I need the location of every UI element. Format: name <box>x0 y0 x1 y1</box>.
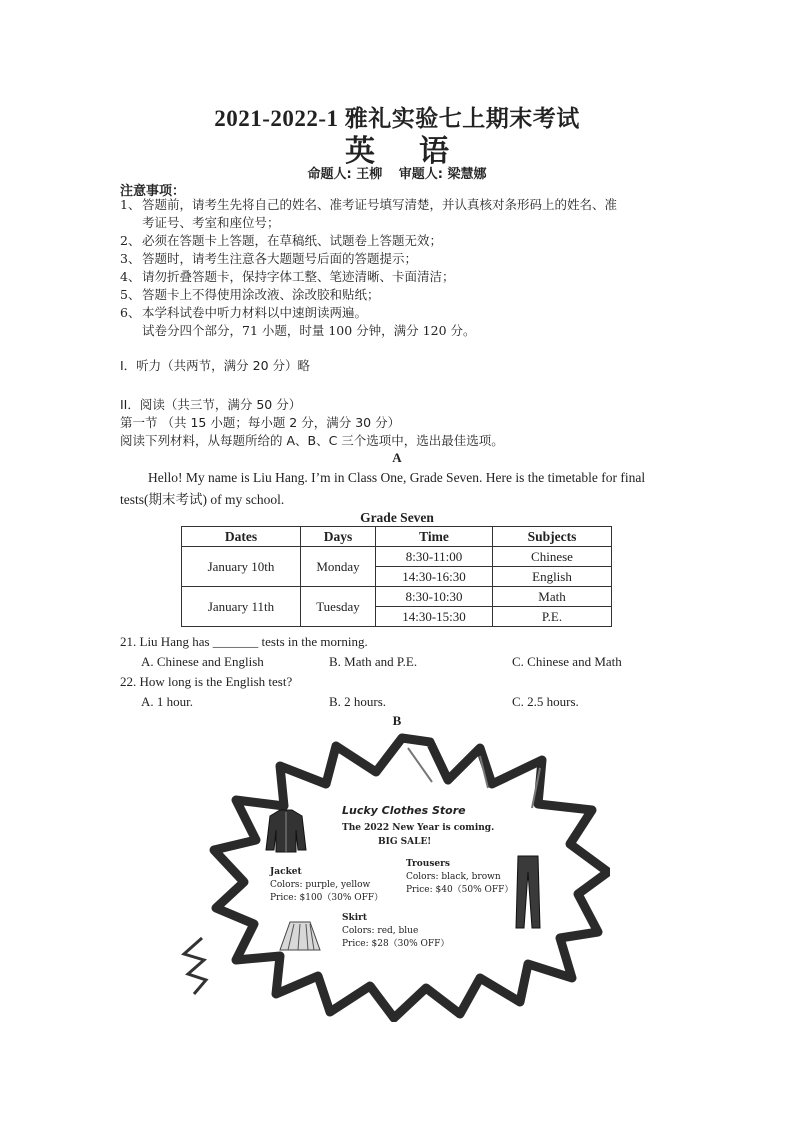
reading-instruction: 阅读下列材料，从每题所给的 A、B、C 三个选项中，选出最佳选项。 <box>120 433 504 448</box>
question-22-option-a: A. 1 hour. <box>141 694 193 709</box>
subject-char-1: 英 <box>345 135 375 168</box>
timetable-header-row <box>182 527 612 547</box>
sale-headline-1: The 2022 New Year is coming. <box>342 823 495 833</box>
passage-a-line-1: Hello! My name is Liu Hang. I’m in Class One, Grade Seven. Here is the timetable for final <box>148 470 646 485</box>
question-21-option-c: C. Chinese and Math <box>512 654 622 669</box>
skirt-info <box>342 912 449 951</box>
part-one-heading: 第一节 （共 15 小题；每小题 2 分，满分 30 分） <box>120 415 401 430</box>
skirt-name: Skirt <box>342 913 368 923</box>
notes-heading: 注意事项： <box>120 184 186 199</box>
question-21-stem: 21. Liu Hang has _______ tests in the morning. <box>120 634 368 649</box>
trousers-info <box>406 858 513 897</box>
jacket-info <box>270 866 383 905</box>
question-22-option-c: C. 2.5 hours. <box>512 694 579 709</box>
subject-cell: English <box>493 567 612 587</box>
subject-cell: Chinese <box>493 547 612 567</box>
jacket-price: Price: $100（30% OFF） <box>270 893 384 903</box>
passage-a-line-2: tests(期末考试) of my school. <box>120 492 285 507</box>
note-text: 答题前，请考生先将自己的姓名、准考证号填写清楚，并认真核对条形码上的姓名、准 <box>142 197 618 212</box>
jacket-colors: Colors: purple, yellow <box>270 880 371 890</box>
note-continuation: 试卷分四个部分，71 小题，时量 100 分钟，满分 120 分。 <box>142 323 476 338</box>
note-text: 本学科试卷中听力材料以中速朗读两遍。 <box>142 305 368 320</box>
question-21-option-b: B. Math and P.E. <box>329 654 418 669</box>
exam-title: 2021-2022-1 雅礼实验七上期末考试 <box>214 106 580 131</box>
header-days: Days <box>301 527 376 547</box>
note-item <box>120 250 680 268</box>
jacket-name: Jacket <box>270 867 302 877</box>
note-num: 3、 <box>120 251 141 266</box>
note-item <box>120 196 680 232</box>
reviewer: 审题人: 梁慧娜 <box>398 167 487 182</box>
store-name: Lucky Clothes Store <box>342 804 466 817</box>
skirt-colors: Colors: red, blue <box>342 926 419 936</box>
sale-headline-2: BIG SALE! <box>378 837 432 847</box>
note-text: 必须在答题卡上答题，在草稿纸、试题卷上答题无效； <box>142 233 443 248</box>
note-text: 答题卡上不得使用涂改液、涂改胶和贴纸； <box>142 287 380 302</box>
subject-cell: P.E. <box>493 607 612 627</box>
poster-burst-frame <box>180 732 610 1022</box>
trousers-price: Price: $40（50% OFF） <box>406 885 514 895</box>
passage-a-letter: A <box>392 450 402 465</box>
note-item <box>120 304 680 340</box>
question-21-option-a: A. Chinese and English <box>141 654 264 669</box>
subject-char-2: 语 <box>419 135 449 168</box>
note-num: 4、 <box>120 269 141 284</box>
trousers-colors: Colors: black, brown <box>406 872 501 882</box>
jacket-icon <box>266 810 306 852</box>
note-num: 1、 <box>120 197 141 212</box>
header-time: Time <box>376 527 493 547</box>
note-item <box>120 286 680 304</box>
passage-b-letter: B <box>392 713 402 728</box>
passage-a <box>120 467 675 511</box>
time-cell: 14:30-16:30 <box>376 567 493 587</box>
subject-cell: Math <box>493 587 612 607</box>
date-cell: January 11th <box>182 587 301 627</box>
lightning-icon <box>184 938 206 994</box>
question-22-stem: 22. How long is the English test? <box>120 674 293 689</box>
header-subjects: Subjects <box>493 527 612 547</box>
day-cell: Monday <box>301 547 376 587</box>
note-text: 答题时，请考生注意各大题题号后面的答题提示； <box>142 251 418 266</box>
date-cell: January 10th <box>182 547 301 587</box>
time-cell: 8:30-11:00 <box>376 547 493 567</box>
note-num: 6、 <box>120 305 141 320</box>
trousers-name: Trousers <box>406 859 450 869</box>
note-num: 5、 <box>120 287 141 302</box>
listening-section: I．听力（共两节，满分 20 分）略 <box>120 358 311 373</box>
timetable <box>181 526 612 627</box>
header-dates: Dates <box>182 527 301 547</box>
timetable-title: Grade Seven <box>360 510 434 525</box>
note-num: 2、 <box>120 233 141 248</box>
question-22-option-b: B. 2 hours. <box>329 694 387 709</box>
table-row <box>182 547 612 567</box>
note-continuation: 考证号、考室和座位号； <box>142 215 280 230</box>
note-item <box>120 232 680 250</box>
sale-poster <box>180 732 610 1022</box>
day-cell: Tuesday <box>301 587 376 627</box>
time-cell: 14:30-15:30 <box>376 607 493 627</box>
skirt-price: Price: $28（30% OFF） <box>342 939 450 949</box>
author: 命题人: 王柳 <box>307 167 383 182</box>
time-cell: 8:30-10:30 <box>376 587 493 607</box>
table-row <box>182 587 612 607</box>
note-item <box>120 268 680 286</box>
note-text: 请勿折叠答题卡，保持字体工整、笔迹清晰、卡面清洁； <box>142 269 455 284</box>
reading-section: II．阅读（共三节，满分 50 分） <box>120 397 302 412</box>
